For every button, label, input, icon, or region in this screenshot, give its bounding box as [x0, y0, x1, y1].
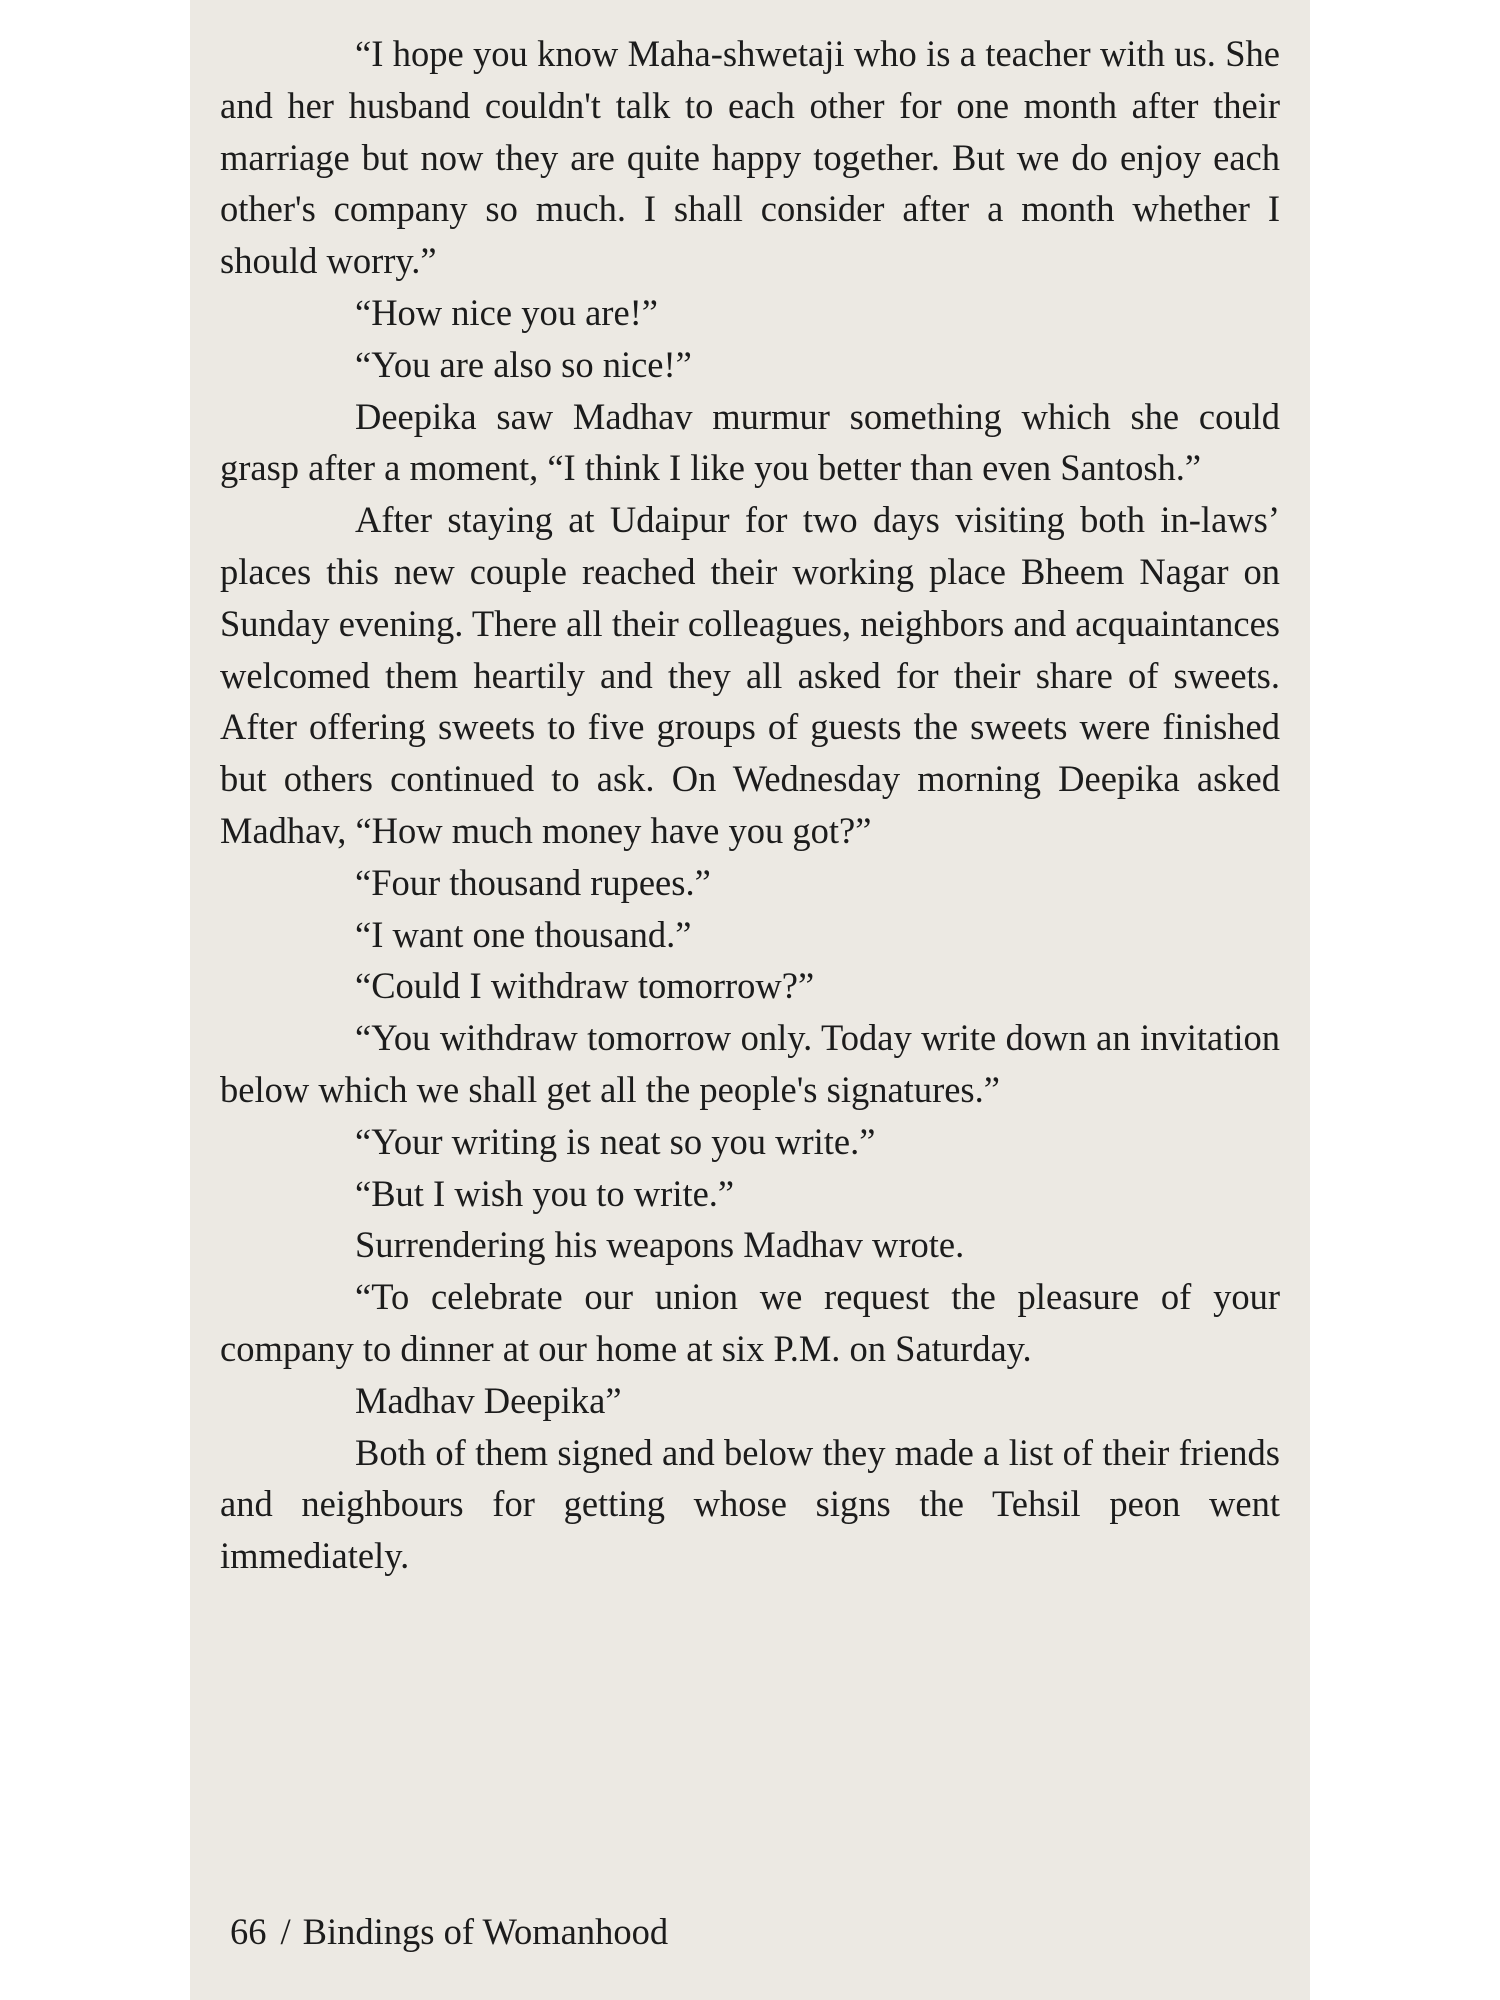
- paragraph: “Your writing is neat so you write.”: [355, 1120, 876, 1162]
- paragraph: “To celebrate our union we request the pleasure of your company to dinner at our home at six P.M. on Saturday.: [220, 1276, 1280, 1369]
- paragraph: “I hope you know Maha-shwetaji who is a teacher with us. She and her husband couldn't talk to each other for one month after their marriage but now they are quite happy together. But we do enjoy each other's company so much. I shall consider after a month whether I should worry.”: [220, 33, 1280, 282]
- paragraph: “Could I withdraw tomorrow?”: [355, 965, 815, 1007]
- book-page: [190, 0, 1310, 2000]
- page-footer: [230, 1910, 668, 1953]
- book-title: Bindings of Womanhood: [302, 1911, 669, 1952]
- paragraph: “You withdraw tomorrow only. Today write down an invitation below which we shall get all the people's signatures.”: [220, 1017, 1280, 1110]
- paragraph: After staying at Udaipur for two days visiting both in-laws’ places this new couple reached their working place Bheem Nagar on Sunday evening. There all their colleagues, neighbors and acquaintances welcomed them heartily and they all asked for their share of sweets. After offering sweets to five groups of guests the sweets were finished but others continued to ask. On Wednesday morning Deepika asked Madhav, “How much money have you got?”: [220, 499, 1280, 851]
- paragraph: “Four thousand rupees.”: [355, 861, 711, 903]
- body-text: [220, 28, 1280, 1582]
- paragraph: Deepika saw Madhav murmur something which she could grasp after a moment, “I think I like you better than even Santosh.”: [220, 395, 1280, 489]
- paragraph: “I want one thousand.”: [355, 913, 692, 955]
- paragraph: “You are also so nice!”: [355, 343, 692, 385]
- page-number: 66: [230, 1911, 267, 1952]
- signature-line: Madhav Deepika”: [355, 1379, 622, 1421]
- paragraph: Surrendering his weapons Madhav wrote.: [355, 1224, 965, 1266]
- paragraph: Both of them signed and below they made a list of their friends and neighbours for getting whose signs the Tehsil peon went immediately.: [220, 1431, 1280, 1577]
- paragraph: “How nice you are!”: [355, 291, 658, 333]
- footer-separator: /: [280, 1911, 291, 1952]
- paragraph: “But I wish you to write.”: [355, 1172, 735, 1214]
